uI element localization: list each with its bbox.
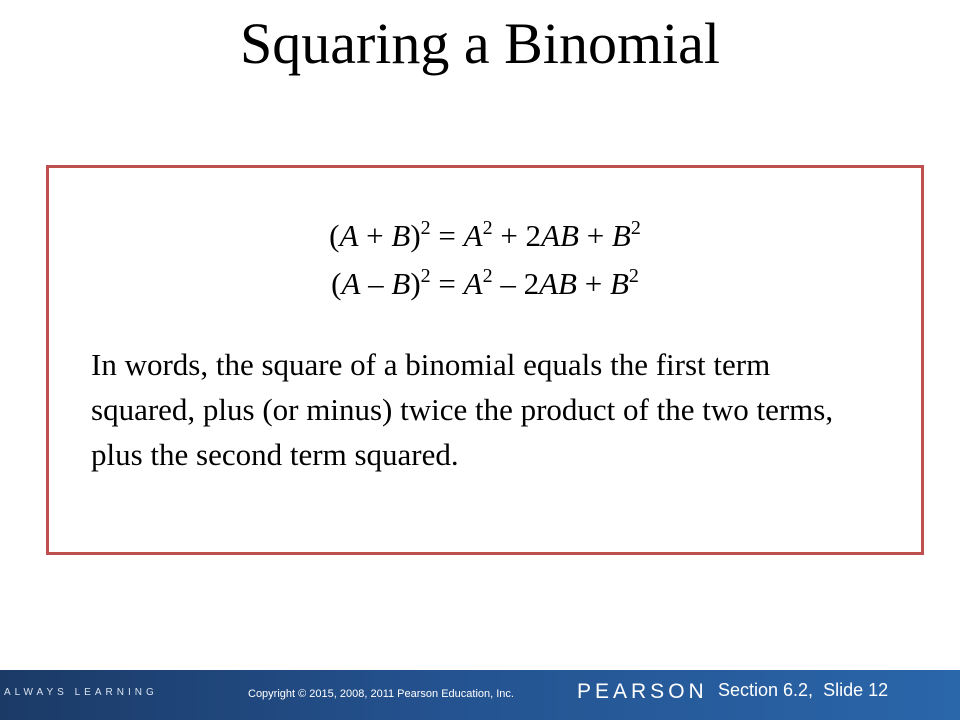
open-paren: ( bbox=[331, 266, 342, 301]
exponent-lhs: 2 bbox=[420, 265, 431, 287]
last-term-sign: + bbox=[578, 218, 612, 253]
term-a-squared: A bbox=[463, 266, 483, 301]
slide-title: Squaring a Binomial bbox=[239, 11, 721, 76]
footer-tagline: ALWAYS LEARNING bbox=[4, 687, 158, 698]
equals-sign: = bbox=[430, 218, 464, 253]
close-paren: ) bbox=[410, 218, 421, 253]
slide-number bbox=[718, 680, 888, 701]
term-b: B bbox=[391, 218, 411, 253]
open-paren: ( bbox=[329, 218, 340, 253]
term-b-squared: B bbox=[609, 266, 629, 301]
exponent-a: 2 bbox=[482, 265, 493, 287]
last-term-sign: + bbox=[576, 266, 610, 301]
term-a-squared: A bbox=[463, 218, 483, 253]
term-ab: AB bbox=[541, 218, 579, 253]
exponent-lhs: 2 bbox=[420, 217, 431, 239]
formula-square-of-difference bbox=[49, 264, 921, 304]
rule-box bbox=[46, 165, 924, 555]
term-ab: AB bbox=[539, 266, 577, 301]
term-b-squared: B bbox=[611, 218, 631, 253]
plus-sign: + bbox=[358, 218, 392, 253]
exponent-b: 2 bbox=[630, 217, 641, 239]
explanation-text: In words, the square of a binomial equals the first term squared, plus (or minus) twice the product of the two terms, plus the second term squared. bbox=[91, 347, 834, 472]
middle-term-sign: – 2 bbox=[492, 266, 540, 301]
equals-sign: = bbox=[430, 266, 464, 301]
minus-sign: – bbox=[360, 266, 392, 301]
middle-term-sign: + 2 bbox=[492, 218, 542, 253]
exponent-b: 2 bbox=[628, 265, 639, 287]
term-a: A bbox=[341, 266, 361, 301]
term-a: A bbox=[339, 218, 359, 253]
pearson-logo: PEARSON bbox=[577, 680, 708, 703]
section-label: Section 6.2, bbox=[718, 680, 814, 700]
term-b: B bbox=[391, 266, 411, 301]
exponent-a: 2 bbox=[482, 217, 493, 239]
footer-bar bbox=[0, 670, 960, 720]
formula-square-of-sum bbox=[49, 216, 921, 256]
close-paren: ) bbox=[410, 266, 421, 301]
slide-label: Slide 12 bbox=[823, 680, 889, 700]
footer-copyright: Copyright © 2015, 2008, 2011 Pearson Education, Inc. bbox=[248, 688, 514, 700]
